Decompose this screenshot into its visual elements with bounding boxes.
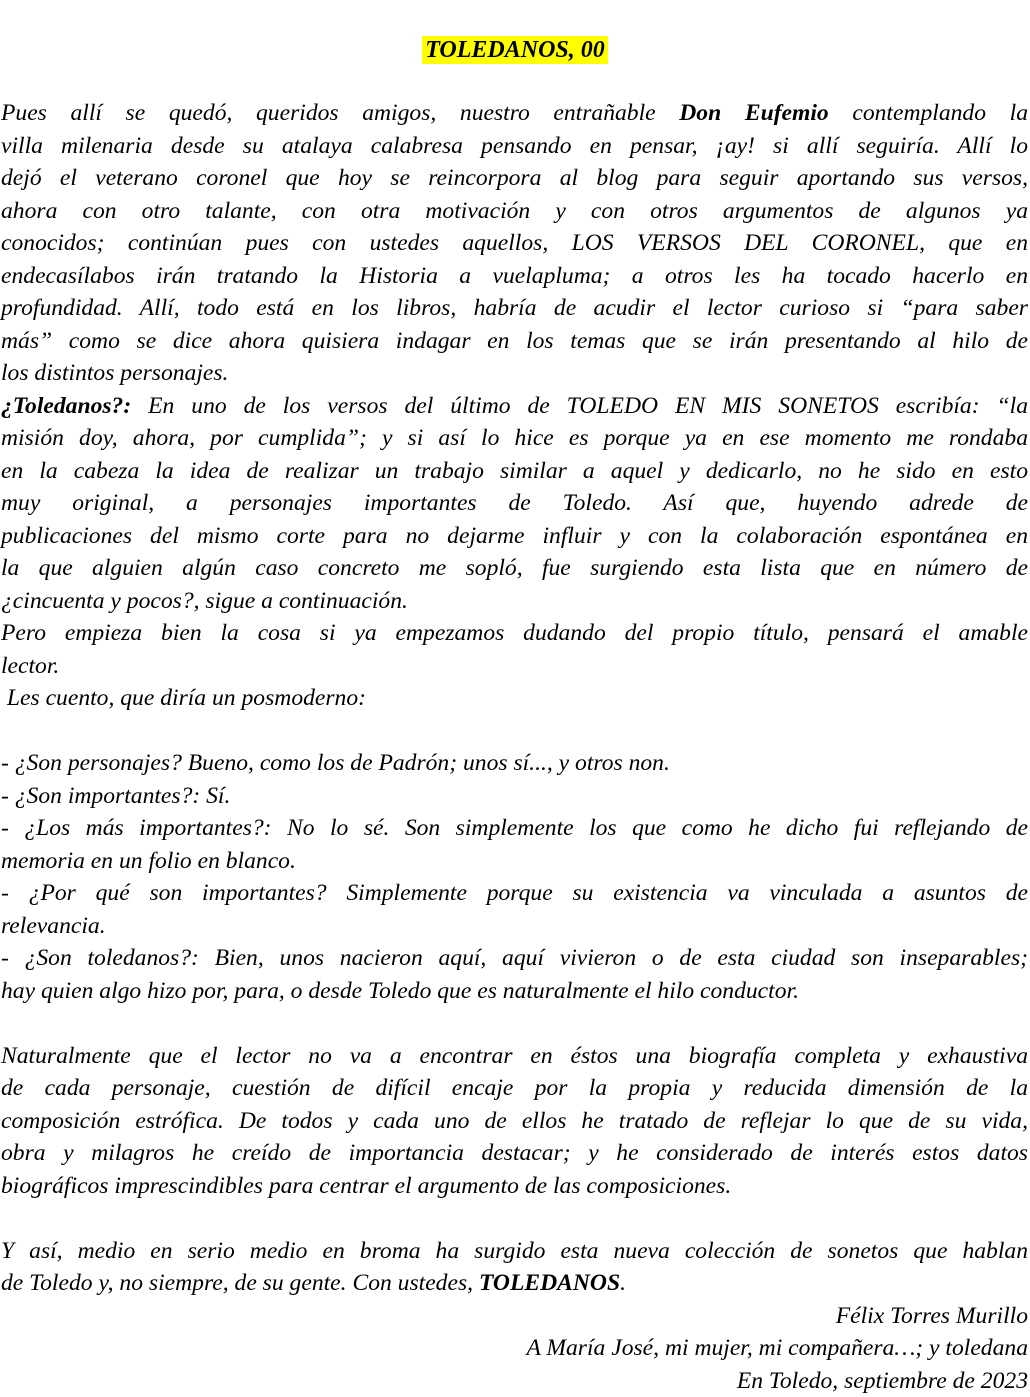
text-line: ¿cincuenta y pocos?, sigue a continuación. — [1, 585, 1028, 618]
faq-item-continuation: relevancia. — [1, 910, 1028, 943]
paragraph-cuento — [1, 682, 1028, 715]
faq-item: - ¿Son personajes? Bueno, como los de Padrón; unos sí..., y otros non. — [1, 747, 1028, 780]
text-line: muy original, a personajes importantes de Toledo. Así que, huyendo adrede de — [1, 487, 1028, 520]
blank-line — [1, 1202, 1028, 1235]
text-line: de Toledo y, no siempre, de su gente. Con ustedes, TOLEDANOS. — [1, 1267, 1028, 1300]
paragraph-toledanos — [1, 390, 1028, 618]
faq-list — [1, 747, 1028, 1007]
faq-item-continuation: memoria en un folio en blanco. — [1, 845, 1028, 878]
text-line: más” como se dice ahora quisiera indagar en los temas que se irán presentando al hilo de — [1, 325, 1028, 358]
document-title: TOLEDANOS, 00 — [422, 36, 608, 64]
toledanos-bold: TOLEDANOS — [479, 1270, 620, 1296]
text-line: de cada personaje, cuestión de difícil encaje por la propia y reducida dimensión de la — [1, 1072, 1028, 1105]
text-line: en la cabeza la idea de realizar un trabajo similar a aquel y dedicarlo, no he sido en esto — [1, 455, 1028, 488]
text-line: biográficos imprescindibles para centrar el argumento de las composiciones. — [1, 1170, 1028, 1203]
signature-dedication: A María José, mi mujer, mi compañera…; y toledana — [1, 1332, 1028, 1365]
faq-item: - ¿Los más importantes?: No lo sé. Son simplemente los que como he dicho fui reflejando de — [1, 812, 1028, 845]
faq-item: - ¿Son importantes?: Sí. — [1, 780, 1028, 813]
faq-item: - ¿Son toledanos?: Bien, unos nacieron aquí, aquí vivieron o de esta ciudad son inseparables; — [1, 942, 1028, 975]
faq-item: - ¿Por qué son importantes? Simplemente porque su existencia va vinculada a asuntos de — [1, 877, 1028, 910]
text-line: ¿Toledanos?: En uno de los versos del último de TOLEDO EN MIS SONETOS escribía: “la — [1, 390, 1028, 423]
paragraph-naturalmente — [1, 1040, 1028, 1203]
text-line: Les cuento, que diría un posmoderno: — [1, 682, 1028, 715]
text-line: lector. — [1, 650, 1028, 683]
signature-place-date: En Toledo, septiembre de 2023 — [1, 1365, 1028, 1397]
text-line: profundidad. Allí, todo está en los libros, habría de acudir el lector curioso si “para saber — [1, 292, 1028, 325]
blank-line — [1, 1007, 1028, 1040]
text-line: ahora con otro talante, con otra motivación y con otros argumentos de algunos ya — [1, 195, 1028, 228]
text-line: misión doy, ahora, por cumplida”; y si así lo hice es porque ya en ese momento me rondaba — [1, 422, 1028, 455]
text-line: Y así, medio en serio medio en broma ha surgido esta nueva colección de sonetos que hablan — [1, 1235, 1028, 1268]
text-line: Naturalmente que el lector no va a encontrar en éstos una biografía completa y exhaustiva — [1, 1040, 1028, 1073]
text-line: la que alguien algún caso concreto me sopló, fue surgiendo esta lista que en número de — [1, 552, 1028, 585]
paragraph-closing — [1, 1235, 1028, 1300]
text-line: conocidos; continúan pues con ustedes aquellos, LOS VERSOS DEL CORONEL, que en — [1, 227, 1028, 260]
text-line: composición estrófica. De todos y cada uno de ellos he tratado de reflejar lo que de su vida, — [1, 1105, 1028, 1138]
faq-item-continuation: hay quien algo hizo por, para, o desde Toledo que es naturalmente el hilo conductor. — [1, 975, 1028, 1008]
text-line: dejó el veterano coronel que hoy se reincorpora al blog para seguir aportando sus versos, — [1, 162, 1028, 195]
text-line: Pero empieza bien la cosa si ya empezamos dudando del propio título, pensará el amable — [1, 617, 1028, 650]
document-body — [1, 97, 1028, 1397]
text-line: los distintos personajes. — [1, 357, 1028, 390]
toledanos-question-bold: ¿Toledanos?: — [1, 393, 131, 419]
text-line: Pues allí se quedó, queridos amigos, nuestro entrañable Don Eufemio contemplando la — [1, 97, 1028, 130]
title-container — [0, 36, 1030, 64]
paragraph-empieza — [1, 617, 1028, 682]
text-line: endecasílabos irán tratando la Historia a vuelapluma; a otros les ha tocado hacerlo en — [1, 260, 1028, 293]
blank-line — [1, 715, 1028, 748]
don-eufemio-bold: Don Eufemio — [679, 100, 828, 126]
text-line: obra y milagros he creído de importancia destacar; y he considerado de interés estos datos — [1, 1137, 1028, 1170]
signature-block — [1, 1300, 1028, 1397]
paragraph-intro — [1, 97, 1028, 390]
text-line: publicaciones del mismo corte para no dejarme influir y con la colaboración espontánea en — [1, 520, 1028, 553]
text-line: villa milenaria desde su atalaya calabresa pensando en pensar, ¡ay! si allí seguiría. Allí lo — [1, 130, 1028, 163]
signature-author: Félix Torres Murillo — [1, 1300, 1028, 1333]
